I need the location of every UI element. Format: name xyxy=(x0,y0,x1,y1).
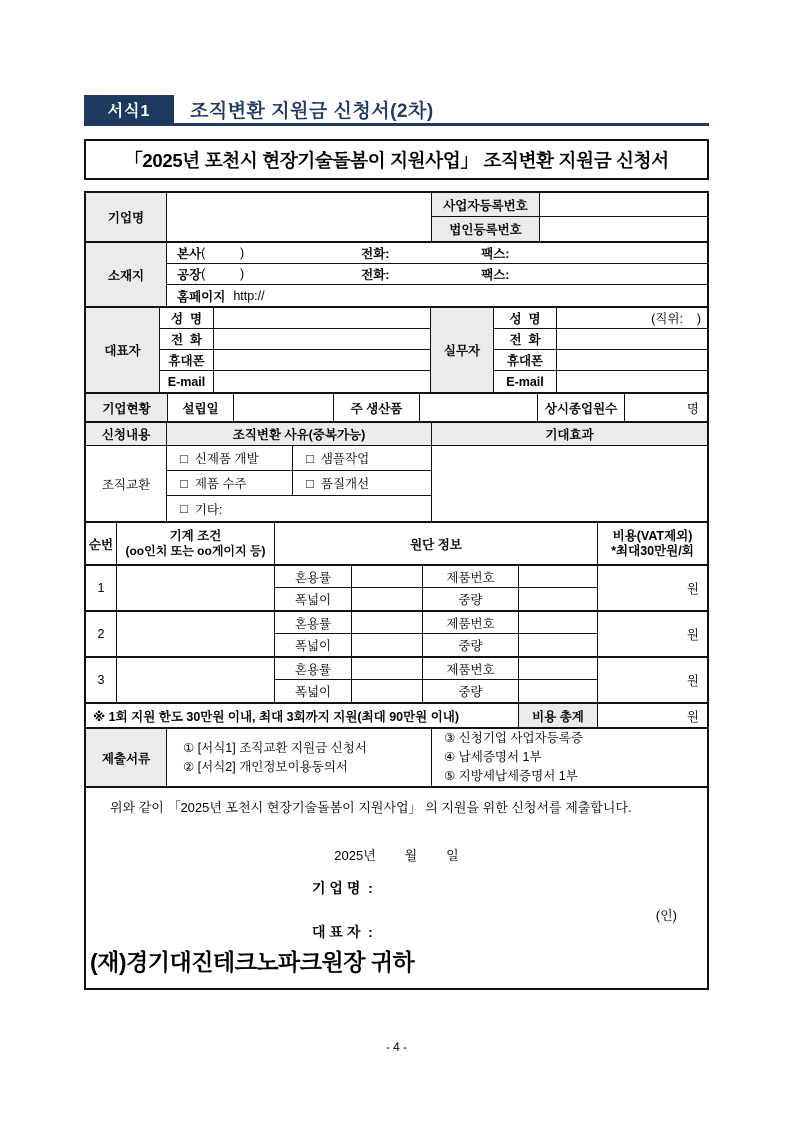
product-no-input[interactable] xyxy=(519,658,598,680)
cost-unit: 원 xyxy=(686,674,699,688)
rep-mobile-input[interactable] xyxy=(214,350,431,371)
blend-input[interactable] xyxy=(352,566,423,588)
width-input[interactable] xyxy=(352,634,423,656)
main-product-label: 주 생산품 xyxy=(334,394,420,421)
checkbox-icon[interactable]: □ xyxy=(180,475,188,491)
machine-row-2 xyxy=(86,612,707,658)
address-rows xyxy=(86,243,707,308)
mgr-position-note: (직위: ) xyxy=(557,308,707,329)
checkbox-label: 샘플작업 xyxy=(320,452,370,466)
address-label: 소재지 xyxy=(86,243,167,306)
reason-header: 조직변환 사유(중복가능) xyxy=(167,423,432,445)
row-no: 2 xyxy=(86,612,117,656)
checkbox-label: 품질개선 xyxy=(320,477,370,491)
sign-company-label: 기 업 명 : xyxy=(312,880,373,896)
representative-rows xyxy=(86,308,707,394)
company-status-row xyxy=(86,394,707,423)
weight-input[interactable] xyxy=(519,588,598,610)
product-no-input[interactable] xyxy=(519,612,598,634)
employees-label: 상시종업원수 xyxy=(538,394,625,421)
product-no-label: 제품번호 xyxy=(423,658,519,680)
machine-table-header xyxy=(86,523,707,566)
mgr-name-label: 성 명 xyxy=(494,308,557,329)
expected-effect-input[interactable] xyxy=(432,446,707,521)
machine-row-3 xyxy=(86,658,707,704)
factory-fax-label: 팩스: xyxy=(481,268,510,282)
address-hq-row[interactable] xyxy=(167,243,707,264)
col-fabric-header: 원단 정보 xyxy=(275,523,598,564)
machine-condition-input[interactable] xyxy=(117,612,275,656)
blend-input[interactable] xyxy=(352,612,423,634)
row-no: 1 xyxy=(86,566,117,610)
section-header xyxy=(84,95,709,126)
page-number: - 4 - xyxy=(385,1040,408,1054)
checkbox-icon[interactable]: □ xyxy=(306,475,314,491)
closing-section xyxy=(86,788,707,988)
homepage-label: 홈페이지 xyxy=(177,289,226,304)
rep-email-input[interactable] xyxy=(214,371,431,392)
manager-label: 실무자 xyxy=(431,308,494,392)
width-label: 폭넓이 xyxy=(275,680,352,702)
rep-name-label: 성 명 xyxy=(160,308,214,329)
product-no-input[interactable] xyxy=(519,566,598,588)
weight-input[interactable] xyxy=(519,680,598,702)
exchange-row-label: 조직교환 xyxy=(86,446,167,521)
recipient-line: (재)경기대진테크노파크원장 귀하 xyxy=(90,949,415,975)
date-line: 2025년 월 일 xyxy=(334,848,459,863)
rep-email-label: E-mail xyxy=(160,371,214,392)
sign-ceo-label: 대 표 자 : xyxy=(312,924,373,940)
corp-reg-label: 법인등록번호 xyxy=(432,217,540,241)
cost-unit: 원 xyxy=(686,582,699,596)
company-row xyxy=(86,193,707,243)
hq-phone-label: 전화: xyxy=(361,247,390,261)
blend-input[interactable] xyxy=(352,658,423,680)
weight-label: 중량 xyxy=(423,680,519,702)
document-item: ① [서식1] 조직교환 지원금 신청서 xyxy=(183,740,367,755)
biz-reg-input[interactable] xyxy=(540,193,707,217)
documents-row xyxy=(86,729,707,788)
hq-zip-paren: ( ) xyxy=(201,246,245,260)
rep-phone-label: 전 화 xyxy=(160,329,214,350)
founded-label: 설립일 xyxy=(168,394,234,421)
checkbox-quality-improve[interactable] xyxy=(293,471,432,496)
cost-header-line2: *최대30만원/회 xyxy=(611,543,694,558)
cost-total-label: 비용 총계 xyxy=(519,704,598,727)
cost-unit: 원 xyxy=(686,628,699,642)
form-number-badge: 서식1 xyxy=(84,95,174,123)
checkbox-other[interactable] xyxy=(167,496,432,521)
cost-header-line1: 비용(VAT제외) xyxy=(612,528,693,543)
machine-row-1 xyxy=(86,566,707,612)
mgr-email-input[interactable] xyxy=(557,371,707,392)
corp-reg-input[interactable] xyxy=(540,217,707,241)
status-label: 기업현황 xyxy=(86,394,168,421)
row-no: 3 xyxy=(86,658,117,702)
homepage-value: http:// xyxy=(233,288,265,303)
documents-list-left xyxy=(167,729,432,786)
support-limit-row xyxy=(86,704,707,729)
representative-label: 대표자 xyxy=(86,308,160,392)
document-item: ② [서식2] 개인정보이용동의서 xyxy=(183,759,348,774)
blend-label: 혼용률 xyxy=(275,566,352,588)
machine-condition-input[interactable] xyxy=(117,566,275,610)
mgr-phone-label: 전 화 xyxy=(494,329,557,350)
product-no-label: 제품번호 xyxy=(423,566,519,588)
application-label: 신청내용 xyxy=(86,423,167,445)
rep-name-input[interactable] xyxy=(214,308,431,329)
col-machine-header xyxy=(117,523,275,564)
checkbox-label: 신제품 개발 xyxy=(194,452,259,466)
weight-label: 중량 xyxy=(423,634,519,656)
documents-label: 제출서류 xyxy=(86,729,167,786)
rep-mobile-label: 휴대폰 xyxy=(160,350,214,371)
mgr-mobile-input[interactable] xyxy=(557,350,707,371)
checkbox-new-product[interactable] xyxy=(167,446,293,471)
blend-label: 혼용률 xyxy=(275,612,352,634)
document-item: ③ 신청기업 사업자등록증 xyxy=(444,731,583,745)
effect-header: 기대효과 xyxy=(432,423,707,445)
homepage-row[interactable] xyxy=(167,285,707,306)
machine-condition-input[interactable] xyxy=(117,658,275,702)
rep-phone-input[interactable] xyxy=(214,329,431,350)
employees-unit: 명 xyxy=(686,401,699,416)
checkbox-icon[interactable]: □ xyxy=(306,450,314,466)
mgr-email-label: E-mail xyxy=(494,371,557,392)
width-label: 폭넓이 xyxy=(275,634,352,656)
company-name-input[interactable] xyxy=(167,193,432,241)
form-header-title: 조직변환 지원금 신청서(2차) xyxy=(190,100,434,122)
factory-label: 공장 xyxy=(177,268,202,282)
width-label: 폭넓이 xyxy=(275,588,352,610)
form-title: 「2025년 포천시 현장기술돌봄이 지원사업」 조직변환 지원금 신청서 xyxy=(84,139,709,180)
checkbox-product-order[interactable] xyxy=(167,471,293,496)
seal-mark: (인) xyxy=(655,908,677,923)
checkbox-sample-work[interactable] xyxy=(293,446,432,471)
col-cost-header xyxy=(598,523,707,564)
company-name-label: 기업명 xyxy=(86,193,167,241)
checkbox-icon[interactable]: □ xyxy=(180,450,188,466)
document-item: ⑤ 지방세납세증명서 1부 xyxy=(444,769,578,783)
main-product-input[interactable] xyxy=(420,394,538,421)
document-item: ④ 납세증명서 1부 xyxy=(444,750,542,764)
width-input[interactable] xyxy=(352,680,423,702)
machine-header-line2: (oo인치 또는 oo게이지 등) xyxy=(125,543,266,558)
blend-label: 혼용률 xyxy=(275,658,352,680)
factory-phone-label: 전화: xyxy=(361,268,390,282)
product-no-label: 제품번호 xyxy=(423,612,519,634)
checkbox-icon[interactable]: □ xyxy=(180,501,188,516)
founded-input[interactable] xyxy=(234,394,334,421)
weight-label: 중량 xyxy=(423,588,519,610)
application-header-row xyxy=(86,423,707,446)
biz-reg-label: 사업자등록번호 xyxy=(432,193,540,217)
application-form-table xyxy=(84,191,709,990)
width-input[interactable] xyxy=(352,588,423,610)
documents-list-right xyxy=(432,729,707,786)
mgr-phone-input[interactable] xyxy=(557,329,707,350)
address-factory-row[interactable] xyxy=(167,264,707,285)
cost-total-unit: 원 xyxy=(686,709,699,724)
factory-zip-paren: ( ) xyxy=(201,267,245,281)
support-limit-note: ※ 1회 지원 한도 30만원 이내, 최대 3회까지 지원(최대 90만원 이내) xyxy=(86,704,519,727)
machine-header-line1: 기계 조건 xyxy=(169,528,222,543)
col-no-header: 순번 xyxy=(86,523,117,564)
weight-input[interactable] xyxy=(519,634,598,656)
hq-label: 본사 xyxy=(177,247,202,261)
hq-fax-label: 팩스: xyxy=(481,247,510,261)
checkbox-label: 기타: xyxy=(194,502,223,517)
checkbox-label: 제품 수주 xyxy=(194,477,247,491)
reason-rows xyxy=(86,446,707,523)
submission-statement: 위와 같이 「2025년 포천시 현장기술돌봄이 지원사업」 의 지원을 위한 신청서를 제출합니다. xyxy=(110,800,632,815)
mgr-mobile-label: 휴대폰 xyxy=(494,350,557,371)
